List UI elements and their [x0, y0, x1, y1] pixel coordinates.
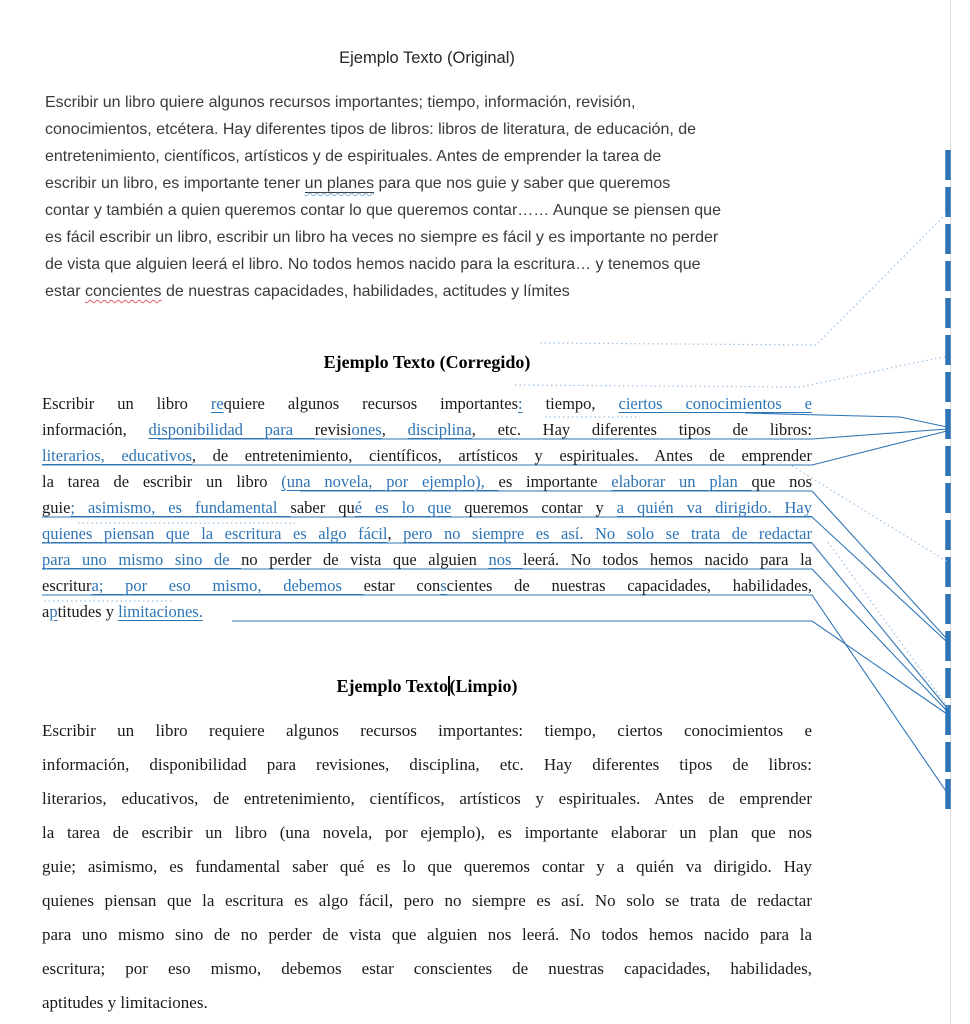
inserted-text: quienes piensan que la escritura es algo fácil — [42, 524, 388, 543]
text-segment: guie — [42, 498, 71, 517]
inserted-text: s — [440, 576, 447, 595]
text-line — [42, 573, 812, 599]
text-segment: queremos contar y — [451, 498, 617, 517]
text-line — [42, 417, 812, 443]
revision-connector-dotted-line — [792, 466, 948, 562]
text-segment: tiempo, — [522, 394, 619, 413]
inserted-text: para uno mismo sino de — [42, 550, 242, 569]
text-line — [42, 495, 812, 521]
text-segment: escribir un libro, es importante tener — [45, 175, 305, 192]
text-line — [42, 748, 812, 782]
text-segment: de nuestras capacidades, habilidades, actitudes y límites — [161, 283, 570, 300]
text-line — [42, 986, 812, 1020]
text-segment: es fácil escribir un libro, escribir un libro ha veces no siempre es fácil y es importante no perder — [45, 229, 719, 246]
text-line — [45, 89, 803, 116]
text-line — [45, 116, 803, 143]
text-segment: escritura; por eso mismo, debemos estar conscientes de nuestras capacidades, habilidades, — [42, 959, 812, 978]
inserted-text: disponibilidad para — [148, 420, 315, 439]
inserted-text: (una novela, por ejemplo), — [281, 472, 499, 491]
inserted-text: debemos — [283, 576, 364, 595]
inserted-text: re — [210, 394, 224, 413]
text-segment: de vista que alguien leerá el libro. No todos hemos nacido para la escritura… y tenemos que — [45, 256, 701, 273]
text-line — [42, 918, 812, 952]
text-segment: Escribir un libro requiere algunos recursos importantes: tiempo, ciertos conocimientos e — [42, 721, 812, 740]
text-segment: no perder de vista que alguien — [241, 550, 489, 569]
text-line — [42, 443, 812, 469]
inserted-text: limitaciones. — [118, 602, 203, 621]
text-line — [42, 521, 812, 547]
inserted-text: ones — [351, 420, 382, 439]
inserted-text: nos — [488, 550, 523, 569]
corrected-paragraph[interactable] — [42, 391, 812, 625]
text-segment: aptitudes y limitaciones. — [42, 993, 208, 1012]
text-line — [42, 391, 812, 417]
text-line — [42, 816, 812, 850]
revision-connector-line — [232, 621, 947, 714]
inserted-text: elaborar un plan — [611, 472, 752, 491]
text-line — [42, 599, 812, 625]
text-line — [45, 251, 803, 278]
text-segment: conocimientos, etcétera. Hay diferentes tipos de libros: libros de literatura, de educación, de — [45, 121, 697, 138]
text-segment: para que nos guie y saber que queremos — [374, 175, 671, 192]
text-segment: la tarea de escribir un libro (una novela, por ejemplo), es importante elaborar un plan que nos — [42, 823, 812, 842]
text-segment: a — [42, 602, 50, 621]
clean-paragraph[interactable] — [42, 714, 812, 1020]
title-clean-text: (Limpio) — [449, 676, 518, 696]
inserted-text: é es lo que — [354, 498, 452, 517]
text-line — [42, 469, 812, 495]
inserted-text: disciplina — [407, 420, 472, 439]
text-line — [45, 143, 803, 170]
inserted-text: literarios, educativos — [42, 446, 192, 465]
text-segment: Escribir un libro quiere algunos recursos importantes; tiempo, información, revisión, — [45, 94, 636, 111]
title-clean[interactable] — [42, 674, 812, 698]
text-segment: escritur — [42, 576, 92, 595]
text-segment: estar con — [363, 576, 441, 595]
text-line — [42, 884, 812, 918]
text-segment: cientes de nuestras capacidades, habilidades, — [446, 576, 812, 595]
text-segment: quiere algunos recursos importantes — [223, 394, 519, 413]
text-segment: la tarea de escribir un libro — [42, 472, 282, 491]
text-segment: información, disponibilidad para revisiones, disciplina, etc. Hay diferentes tipos de libros: — [42, 755, 812, 774]
inserted-text: ciertos conocimientos e — [618, 394, 812, 413]
text-segment: guie; asimismo, es fundamental saber qué es lo que queremos contar y a quién va dirigido. Hay — [42, 857, 812, 876]
original-paragraph[interactable] — [45, 89, 803, 305]
inserted-text: : — [518, 394, 523, 413]
text-line — [42, 952, 812, 986]
text-segment: quienes piensan que la escritura es algo fácil, pero no siempre es así. No solo se trata de redactar — [42, 891, 812, 910]
text-segment: , — [381, 420, 408, 439]
text-segment: , etc. Hay diferentes tipos de libros: — [471, 420, 813, 439]
spellcheck-flagged-text: concientes — [85, 283, 162, 300]
inserted-text: a; por eso mismo, — [91, 576, 284, 595]
inserted-text: ; asimismo, es fundamental — [70, 498, 291, 517]
text-segment: literarios, educativos, de entretenimiento, científicos, artísticos y espirituales. Antes de emprender — [42, 789, 812, 808]
text-segment: para uno mismo sino de no perder de vista que alguien nos leerá. No todos hemos nacido para la — [42, 925, 812, 944]
text-line — [42, 850, 812, 884]
text-segment: titudes y — [57, 602, 119, 621]
text-line — [42, 547, 812, 573]
text-segment: Escribir un libro — [42, 394, 211, 413]
text-segment: estar — [45, 283, 86, 300]
text-segment: saber qu — [290, 498, 355, 517]
text-segment: entretenimiento, científicos, artísticos y de espirituales. Antes de emprender la tarea de — [45, 148, 662, 165]
text-segment: que nos — [751, 472, 813, 491]
title-original[interactable]: Ejemplo Texto (Original) — [339, 49, 515, 67]
text-segment: revisi — [314, 420, 352, 439]
text-segment: , — [387, 524, 404, 543]
text-line — [45, 197, 803, 224]
inserted-text: a quién va dirigido. Hay — [616, 498, 812, 517]
text-segment: , de entretenimiento, científicos, artísticos y espirituales. Antes de emprender — [191, 446, 812, 465]
text-segment: es importante — [498, 472, 612, 491]
revision-connector-dotted-line — [828, 542, 950, 710]
text-segment: información, — [42, 420, 149, 439]
text-line — [42, 714, 812, 748]
grammar-flagged-text: un planes — [304, 175, 375, 192]
text-segment: contar y también a quien queremos contar lo que queremos contar…… Aunque se piensen que — [45, 202, 721, 219]
text-segment: leerá. No todos hemos nacido para la — [522, 550, 812, 569]
inserted-text: p — [49, 602, 58, 621]
inserted-text: pero no siempre es así. No solo se trata de redactar — [403, 524, 812, 543]
text-line — [45, 170, 803, 197]
text-line — [45, 278, 803, 305]
text-line — [42, 782, 812, 816]
text-line — [45, 224, 803, 251]
title-corrected[interactable]: Ejemplo Texto (Corregido) — [323, 352, 531, 372]
title-clean-text: Ejemplo Texto — [336, 676, 448, 696]
